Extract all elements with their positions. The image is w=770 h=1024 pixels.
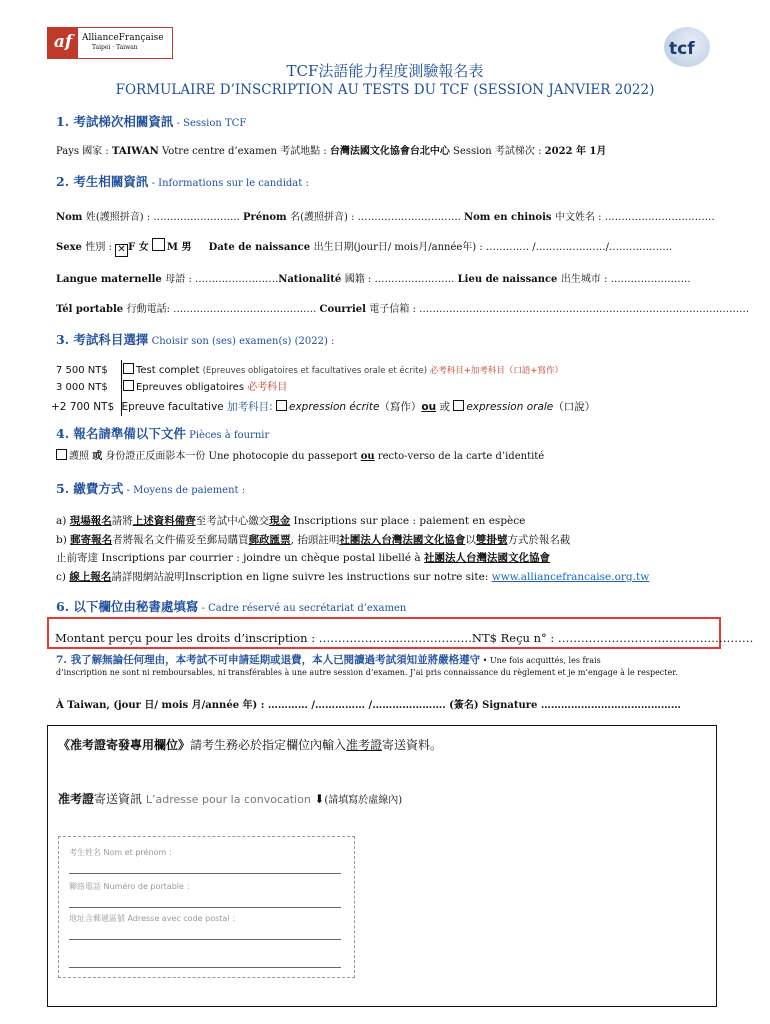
field-name-line[interactable] xyxy=(69,873,341,874)
pays-value: TAIWAN xyxy=(111,146,159,157)
langue-label: Langue maternelle xyxy=(56,274,166,285)
section-2-heading: 2. 考生相關資訊 xyxy=(56,174,149,189)
or-zh: 或 xyxy=(436,401,454,413)
payment-b-t1: 者將報名文件備妥至郵局購買 xyxy=(112,534,249,546)
option-orale: expression orale xyxy=(466,401,554,413)
birthdate-label: Date de naissance xyxy=(208,242,314,253)
payment-a xyxy=(56,513,525,528)
field-phone-label: 聯絡電話 Numéro de portable ： xyxy=(69,882,195,891)
payment-a-t2: 至考試中心繳交 xyxy=(195,515,270,527)
price-complet: 7 500 NT$ xyxy=(56,365,108,376)
af-city: Taipei · Taiwan xyxy=(92,44,138,51)
option-ecrite-zh: （寫作） xyxy=(379,401,422,413)
section-3-title xyxy=(56,330,334,348)
nom-label: Nom xyxy=(56,212,86,223)
section-2-title xyxy=(56,172,309,190)
doc-id: 身份證正反面影本一份 xyxy=(102,451,209,462)
payment-a-prefix: a) xyxy=(56,515,70,527)
session-line xyxy=(56,142,606,157)
checkbox-orale[interactable] xyxy=(453,400,464,411)
exam-option-complet[interactable] xyxy=(56,363,563,376)
address-form xyxy=(58,836,355,978)
payment-c-prefix: c) xyxy=(56,571,70,583)
section-1-subheading: - Session TCF xyxy=(173,118,247,129)
or-label: ou xyxy=(421,401,437,413)
payment-a-k2: 上述資料備齊 xyxy=(132,515,196,527)
payment-b-k3: 社團法人台灣法國文化協會 xyxy=(339,534,466,546)
nom-chinois-field[interactable]: 中文姓名 : …………………………… xyxy=(555,212,715,223)
section-6-title xyxy=(56,597,406,615)
nom-field[interactable]: 姓(護照拼音) : …………………….. xyxy=(85,212,243,223)
option-ecrite: expression écrite xyxy=(288,401,380,413)
convocation-title xyxy=(58,736,442,753)
session-value: 2022 年 1月 xyxy=(544,146,607,157)
field-address-label: 地址含郵遞區號 Adresse avec code postal ： xyxy=(69,914,241,923)
nom-chinois-label: Nom en chinois xyxy=(464,212,555,223)
convocation-line2-end: (請填寫於虛線內) xyxy=(324,795,403,806)
lieu-label: Lieu de naissance xyxy=(457,274,561,285)
tcf-logo-text: tcf xyxy=(669,39,695,59)
arrow-down-icon: ⬇ xyxy=(314,792,325,806)
tel-field[interactable]: 行動電話: ……………………………………. xyxy=(126,304,320,315)
section-1-title xyxy=(56,112,246,130)
section-6-subheading: - Cadre réservé au secrétariat d’examen xyxy=(198,603,407,614)
centre-value: 台灣法國文化協會台北中心 xyxy=(329,146,450,157)
convocation-box xyxy=(47,725,717,1007)
section-3-heading: 3. 考試科目選擇 xyxy=(56,332,149,347)
option-facultative-label: Epreuve facultative xyxy=(121,401,228,413)
option-orale-zh: （口說） xyxy=(553,401,596,413)
payment-a-t1: 請將 xyxy=(111,515,133,527)
female-label: F 女 xyxy=(128,242,149,253)
exam-option-facultative[interactable] xyxy=(51,399,595,414)
doc-passport: 護照 xyxy=(69,451,93,462)
section-7-heading: 7. 我了解無論任何理由，本考試不可申請延期或退費，本人已閱讀過考試須知並將嚴格遵守 xyxy=(56,654,481,666)
courriel-label: Courriel xyxy=(319,304,370,315)
convocation-title-u: 准考證 xyxy=(346,738,383,752)
section-7-fr2: d’inscription ne sont ni remboursables, ni transférables à une autre session d’examen. J’ai pris connaissance du règlement et je m’engage à le respecter. xyxy=(56,668,678,677)
checkbox-obligatoires[interactable] xyxy=(123,380,134,391)
payment-b-t3: 以 xyxy=(465,534,476,546)
doc-or: 或 xyxy=(92,451,103,462)
payment-b-cont xyxy=(56,550,550,565)
checkbox-female-checked[interactable]: ✕ xyxy=(115,244,128,257)
payment-b-t4: 方式於報名截 xyxy=(507,534,571,546)
section-6-heading: 6. 以下欄位由秘書處填寫 xyxy=(56,599,199,614)
sex-birth-row xyxy=(56,238,672,257)
title-fr: FORMULAIRE D’INSCRIPTION AU TESTS DU TCF (SESSION JANVIER 2022) xyxy=(115,82,655,98)
payment-c xyxy=(56,569,649,584)
payment-a-fr: Inscriptions sur place : paiement en espèce xyxy=(290,515,526,527)
payment-b2-k1: 社團法人台灣法國文化協會 xyxy=(424,552,551,564)
convocation-title-rest: 請考生務必於指定欄位內輸入 xyxy=(190,738,347,752)
nationalite-label: Nationalité xyxy=(278,274,345,285)
section-4-subheading: Pièces à fournir xyxy=(185,430,270,441)
convocation-title-bold: 《准考證寄發專用欄位》 xyxy=(58,738,191,752)
section-4-heading: 4. 報名請準備以下文件 xyxy=(56,426,186,441)
section-5-heading: 5. 繳費方式 xyxy=(56,481,124,496)
option-obligatoires-zh: 必考科目 xyxy=(247,382,288,393)
website-link[interactable]: www.alliancefrancaise.org.tw xyxy=(491,571,650,583)
doc-fr2: recto-verso de la carte d’identité xyxy=(374,451,545,462)
nationalite-field[interactable]: 國籍 : …………………… xyxy=(344,274,458,285)
checkbox-ecrite[interactable] xyxy=(276,400,287,411)
option-complet-label: Test complet xyxy=(135,365,203,376)
tel-label: Tél portable xyxy=(56,304,127,315)
price-obligatoires: 3 000 NT$ xyxy=(56,382,108,393)
pays-label: Pays 國家 : xyxy=(56,146,112,157)
doc-fr: Une photocopie du passeport xyxy=(208,451,361,462)
af-mark: af xyxy=(48,28,78,58)
payment-b-k4: 雙掛號 xyxy=(475,534,508,546)
section-5-title xyxy=(56,479,245,497)
section-7-title xyxy=(56,651,601,667)
lieu-field[interactable]: 出生城市 : …………………… xyxy=(560,274,691,285)
checkbox-male[interactable] xyxy=(152,238,165,251)
field-name-label: 考生姓名 Nom et prénom ： xyxy=(69,848,177,857)
section-7-fr1: • Une fois acquittés, les frais xyxy=(480,656,601,665)
exam-option-obligatoires[interactable] xyxy=(56,378,287,393)
session-label: Session 考試梯次 : xyxy=(449,146,545,157)
amount-line[interactable]: Montant perçu pour les droits d’inscription : ………………………………….NT$ Reçu n° : …………………………………………… xyxy=(55,631,754,645)
option-complet-zh: 必考科目+加考科目（口語+寫作） xyxy=(429,366,564,376)
price-facultative: +2 700 NT$ xyxy=(51,401,115,413)
option-obligatoires-label: Epreuves obligatoires xyxy=(135,382,248,393)
payment-a-k1: 現場報名 xyxy=(69,515,112,527)
sexe-label: Sexe xyxy=(56,242,86,253)
payment-b-t2: , 抬頭註明 xyxy=(290,534,340,546)
option-facultative-zh: 加考科目: xyxy=(227,401,276,413)
convocation-line2-fr: L’adresse pour la convocation xyxy=(145,793,315,806)
section-2-subheading: - Informations sur le candidat : xyxy=(148,178,309,189)
birthdate-field[interactable]: 出生日期(jour日/ mois月/année年) : …………. /…………………/………………. xyxy=(313,242,673,253)
payment-b2-t1: 止前寄達 Inscriptions par courrier : joindre un chèque postal libellé à xyxy=(56,552,425,564)
doc-ou: ou xyxy=(360,451,375,462)
signature-line[interactable]: À Taiwan, (jour 日/ mois 月/année 年) : ………… /…………… /…………………. (簽名) Signature …………………………………… xyxy=(56,700,681,711)
payment-b xyxy=(56,532,570,547)
convocation-title-end: 寄送資料。 xyxy=(382,738,443,752)
section-3-subheading: Choisir son (ses) examen(s) (2022) : xyxy=(148,336,335,347)
field-address-line-2[interactable] xyxy=(69,967,341,968)
male-label: M 男 xyxy=(166,242,192,253)
name-row[interactable] xyxy=(56,208,715,223)
section-5-subheading: - Moyens de paiement : xyxy=(123,485,246,496)
checkbox-document[interactable] xyxy=(56,449,67,460)
documents-line xyxy=(56,447,544,462)
payment-c-k1: 線上報名 xyxy=(69,571,112,583)
checkbox-complet[interactable] xyxy=(123,363,134,374)
option-complet-detail: (Epreuves obligatoires et facultatives orale et écrite) xyxy=(202,366,430,376)
sexe-label-zh: 性別 : xyxy=(85,242,116,253)
payment-c-t1: 請詳閱網站說明Inscription en ligne suivre les instructions sur notre site: xyxy=(111,571,492,583)
alliance-francaise-logo xyxy=(47,27,173,59)
langue-field[interactable]: 母語 : ……………………. xyxy=(165,274,279,285)
payment-a-k3: 現金 xyxy=(269,515,291,527)
section-4-title xyxy=(56,424,269,442)
courriel-field[interactable]: 電子信箱 : ……………………………………………………………………………………… xyxy=(369,304,750,315)
language-row xyxy=(56,270,691,285)
convocation-line2-bold: 准考證 xyxy=(58,792,95,806)
field-phone-line[interactable] xyxy=(69,907,341,908)
payment-b-prefix: b) xyxy=(56,534,71,546)
centre-label: Votre centre d’examen 考試地點 : xyxy=(158,146,330,157)
payment-b-k2: 郵政匯票 xyxy=(248,534,291,546)
section-1-heading: 1. 考試梯次相關資訊 xyxy=(56,114,174,129)
contact-row xyxy=(56,300,749,315)
convocation-line2-text: 寄送資訊 xyxy=(94,792,146,806)
af-name: AllianceFrançaise xyxy=(82,33,164,43)
convocation-line2 xyxy=(58,790,402,807)
prenom-label: Prénom xyxy=(242,212,291,223)
field-address-line-1[interactable] xyxy=(69,939,341,940)
payment-b-k1: 郵寄報名 xyxy=(70,534,113,546)
prenom-field[interactable]: 名(護照拼音) : …………………………. xyxy=(290,212,464,223)
title-zh: TCF法語能力程度測驗報名表 xyxy=(286,62,484,80)
